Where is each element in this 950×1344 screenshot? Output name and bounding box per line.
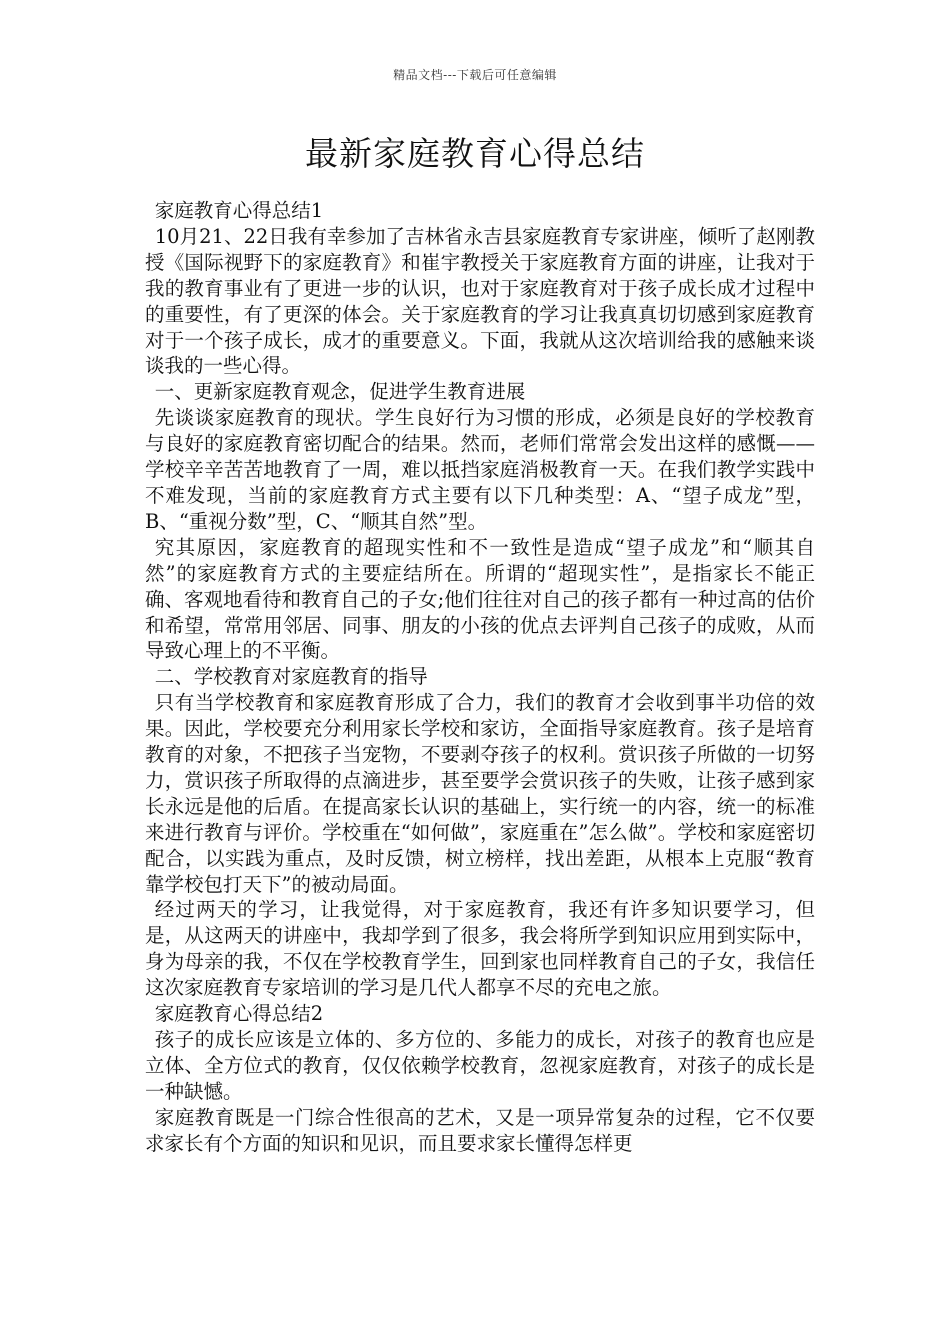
- section-heading-summary-2: 家庭教育心得总结2: [154, 1002, 324, 1026]
- paragraph-cooperation: 只有当学校教育和家庭教育形成了合力，我们的教育才会收到事半功倍的效果。因此，学校要充分利用家长学校和家访，全面指导家庭教育。孩子是培育教育的对象，不把孩子当宠物，不要剥夺孩子的权利。赏识孩子所做的一切努力，赏识孩子所取得的点滴进步，甚至要学会赏识孩子的失败，让孩子感到家长永远是他的后盾。在提高家长认识的基础上，实行统一的内容，统一的标准来进行教育与评价。学校重在“如何做”，家庭重在”怎么做”。学校和家庭密切配合，以实践为重点，及时反馈，树立榜样，找出差距，从根本上克服“教育靠学校包打天下”的被动局面。: [145, 691, 815, 896]
- section-heading-school-guidance: 二、学校教育对家庭教育的指导: [154, 665, 428, 689]
- paragraph-causes: 究其原因，家庭教育的超现实性和不一致性是造成“望子成龙”和“顺其自然”的家庭教育方式的主要症结所在。所谓的“超现实性”，是指家长不能正确、客观地看待和教育自己的子女;他们往往对自己的孩子都有一种过高的估价和希望，常常用邻居、同事、朋友的小孩的优点去评判自己孩子的成败，从而导致心理上的不平衡。: [145, 535, 815, 663]
- paragraph-growth: 孩子的成长应该是立体的、多方位的、多能力的成长，对孩子的教育也应是立体、全方位式的教育，仅仅依赖学校教育，忽视家庭教育，对孩子的成长是一种缺憾。: [145, 1028, 815, 1103]
- header-note: 精品文档---下载后可任意编辑: [393, 68, 557, 82]
- paragraph-intro: 10月21、22日我有幸参加了吉林省永吉县家庭教育专家讲座，倾听了赵刚教授《国际视野下的家庭教育》和崔宇教授关于家庭教育方面的讲座，让我对于我的教育事业有了更进一步的认识，也对于家庭教育对于孩子成长成才过程中的重要性，有了更深的体会。关于家庭教育的学习让我真真切切感到家庭教育对于一个孩子成长，成才的重要意义。下面，我就从这次培训给我的感触来谈谈我的一些心得。: [145, 224, 815, 378]
- paragraph-reflection: 经过两天的学习，让我觉得，对于家庭教育，我还有许多知识要学习，但是，从这两天的讲座中，我却学到了很多，我会将所学到知识应用到实际中，身为母亲的我，不仅在学校教育学生，回到家也同样教育自己的子女，我信任这次家庭教育专家培训的学习是几代人都享不尽的充电之旅。: [145, 898, 815, 1000]
- section-heading-update-concepts: 一、更新家庭教育观念，促进学生教育进展: [154, 380, 526, 404]
- document-body: [145, 198, 815, 1157]
- paragraph-art-of-education: 家庭教育既是一门综合性很高的艺术，又是一项异常复杂的过程，它不仅要求家长有个方面的知识和见识，而且要求家长懂得怎样更: [145, 1105, 815, 1155]
- section-heading-summary-1: 家庭教育心得总结1: [154, 199, 324, 222]
- page-title: 最新家庭教育心得总结: [305, 134, 645, 173]
- paragraph-current-status: 先谈谈家庭教育的现状。学生良好行为习惯的形成，必须是良好的学校教育与良好的家庭教育密切配合的结果。然而，老师们常常会发出这样的感慨——学校辛辛苦苦地教育了一周，难以抵挡家庭消极教育一天。在我们教学实践中不难发现，当前的家庭教育方式主要有以下几种类型：A、“望子成龙”型，B、“重视分数”型，C、“顺其自然”型。: [145, 406, 815, 533]
